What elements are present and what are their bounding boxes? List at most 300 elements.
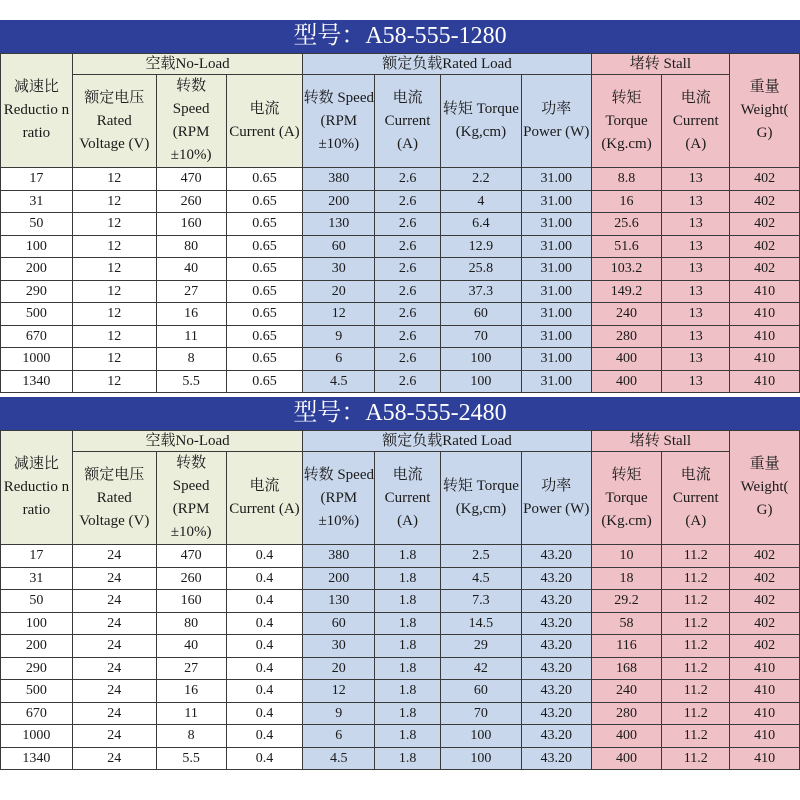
cell-nl-current: 0.4 [226,680,303,703]
cell-st-torque: 240 [591,680,662,703]
cell-weight: 410 [730,325,800,348]
nl-current-header [226,75,303,168]
cell-nl-speed: 80 [156,235,226,258]
cell-st-current: 11.2 [662,680,730,703]
cell-nl-speed: 8 [156,348,226,371]
rl-current-header [375,452,441,545]
ratio-header [1,431,73,545]
cell-nl-speed: 16 [156,303,226,326]
rl-speed-header [303,452,375,545]
cell-st-current: 13 [662,325,730,348]
voltage-header [72,452,156,545]
cell-ratio: 1000 [1,725,73,748]
rl-power-header [521,452,591,545]
model-title: 型号：A58-555-2480 [0,397,800,430]
cell-rl-speed: 200 [303,190,375,213]
table-row [1,680,800,703]
cell-nl-speed: 16 [156,680,226,703]
rl-current-header [375,75,441,168]
cell-nl-speed: 470 [156,545,226,568]
group-header-row [1,54,800,75]
model-title: 型号：A58-555-1280 [0,20,800,53]
table-row [1,590,800,613]
cell-rl-current: 1.8 [375,657,441,680]
cell-rl-speed: 6 [303,348,375,371]
cell-nl-current: 0.4 [226,747,303,770]
stall-group-header: 堵转 Stall [591,431,730,452]
cell-nl-speed: 260 [156,567,226,590]
cell-rl-power: 31.00 [521,258,591,281]
cell-nl-current: 0.4 [226,635,303,658]
table-row [1,635,800,658]
cell-voltage: 24 [72,747,156,770]
cell-voltage: 12 [72,370,156,393]
cell-voltage: 24 [72,635,156,658]
cell-rl-torque: 60 [440,303,521,326]
cell-rl-speed: 20 [303,657,375,680]
cell-st-current: 11.2 [662,725,730,748]
nl-speed-header [156,75,226,168]
cell-rl-power: 31.00 [521,370,591,393]
cell-ratio: 17 [1,168,73,191]
cell-rl-torque: 7.3 [440,590,521,613]
cell-nl-current: 0.4 [226,545,303,568]
cell-rl-power: 43.20 [521,567,591,590]
cell-rl-speed: 6 [303,725,375,748]
rl-speed-header-label: 转数 Speed (RPM ±10%) [303,89,375,152]
cell-st-torque: 58 [591,612,662,635]
st-torque-header [591,75,662,168]
cell-rl-torque: 12.9 [440,235,521,258]
cell-nl-current: 0.65 [226,280,303,303]
cell-weight: 410 [730,680,800,703]
cell-st-torque: 400 [591,370,662,393]
cell-voltage: 24 [72,612,156,635]
cell-rl-power: 31.00 [521,280,591,303]
cell-st-torque: 116 [591,635,662,658]
rl-torque-header-label: 转矩 Torque (Kg,cm) [442,101,519,140]
cell-nl-current: 0.4 [226,657,303,680]
cell-rl-speed: 60 [303,612,375,635]
cell-rl-current: 2.6 [375,258,441,281]
cell-rl-current: 1.8 [375,747,441,770]
spec-table [0,430,800,770]
cell-ratio: 100 [1,235,73,258]
cell-voltage: 24 [72,725,156,748]
cell-st-torque: 400 [591,747,662,770]
cell-voltage: 12 [72,190,156,213]
cell-rl-current: 2.6 [375,168,441,191]
weight-header-label: 重量 Weight( G) [740,79,789,141]
nl-speed-header-label: 转数 Speed (RPM ±10%) [170,78,212,163]
cell-st-current: 11.2 [662,657,730,680]
table-row [1,303,800,326]
cell-nl-current: 0.4 [226,702,303,725]
cell-rl-torque: 100 [440,370,521,393]
rl-speed-header [303,75,375,168]
cell-ratio: 17 [1,545,73,568]
cell-nl-speed: 11 [156,325,226,348]
cell-nl-current: 0.65 [226,325,303,348]
cell-st-torque: 103.2 [591,258,662,281]
spec-table-2480 [0,397,800,770]
cell-rl-power: 31.00 [521,348,591,371]
cell-st-current: 11.2 [662,545,730,568]
column-header-row [1,75,800,168]
cell-weight: 402 [730,213,800,236]
cell-voltage: 24 [72,680,156,703]
ratio-header [1,54,73,168]
table-row [1,747,800,770]
cell-voltage: 24 [72,567,156,590]
rated-group-header: 额定负载Rated Load [303,54,591,75]
cell-weight: 402 [730,235,800,258]
cell-rl-power: 43.20 [521,657,591,680]
cell-rl-power: 43.20 [521,747,591,770]
table-row [1,657,800,680]
cell-st-torque: 280 [591,325,662,348]
cell-rl-torque: 60 [440,680,521,703]
cell-rl-torque: 29 [440,635,521,658]
table-row [1,213,800,236]
cell-rl-power: 31.00 [521,190,591,213]
voltage-header [72,75,156,168]
cell-nl-current: 0.65 [226,303,303,326]
rl-power-header-label: 功率 Power (W) [523,101,590,140]
table-row [1,168,800,191]
cell-rl-current: 2.6 [375,370,441,393]
cell-st-current: 11.2 [662,702,730,725]
cell-nl-current: 0.65 [226,258,303,281]
st-current-header-label: 电流 Current (A) [672,89,719,152]
cell-ratio: 1340 [1,747,73,770]
cell-st-current: 11.2 [662,567,730,590]
cell-rl-speed: 9 [303,702,375,725]
cell-rl-current: 1.8 [375,590,441,613]
cell-rl-current: 1.8 [375,612,441,635]
st-current-header [662,452,730,545]
cell-rl-speed: 12 [303,680,375,703]
table-row [1,725,800,748]
noload-group-header: 空载No-Load [72,431,303,452]
cell-rl-torque: 4.5 [440,567,521,590]
cell-ratio: 290 [1,657,73,680]
cell-st-current: 13 [662,235,730,258]
cell-rl-power: 43.20 [521,635,591,658]
cell-voltage: 12 [72,280,156,303]
ratio-header-label: 减速比 Reductio n ratio [3,79,70,141]
cell-rl-current: 2.6 [375,190,441,213]
cell-nl-speed: 11 [156,702,226,725]
cell-rl-current: 2.6 [375,213,441,236]
table-row [1,190,800,213]
cell-rl-torque: 4 [440,190,521,213]
cell-rl-current: 1.8 [375,567,441,590]
cell-st-current: 11.2 [662,612,730,635]
cell-weight: 410 [730,657,800,680]
cell-weight: 402 [730,190,800,213]
rl-torque-header [440,75,521,168]
st-torque-header [591,452,662,545]
stall-group-header: 堵转 Stall [591,54,730,75]
column-header-row [1,452,800,545]
cell-rl-current: 2.6 [375,303,441,326]
cell-nl-speed: 80 [156,612,226,635]
rl-torque-header [440,452,521,545]
cell-st-torque: 168 [591,657,662,680]
cell-rl-torque: 25.8 [440,258,521,281]
cell-weight: 410 [730,303,800,326]
nl-current-header-label: 电流 Current (A) [229,101,300,140]
cell-voltage: 12 [72,213,156,236]
table-row [1,348,800,371]
cell-rl-current: 2.6 [375,348,441,371]
st-current-header-label: 电流 Current (A) [672,466,719,529]
cell-st-torque: 149.2 [591,280,662,303]
spec-table-1280 [0,20,800,393]
cell-rl-speed: 60 [303,235,375,258]
cell-nl-current: 0.65 [226,190,303,213]
group-header-row [1,431,800,452]
cell-weight: 402 [730,168,800,191]
cell-st-torque: 8.8 [591,168,662,191]
cell-rl-speed: 380 [303,545,375,568]
voltage-header-label: 额定电压 Rated Voltage (V) [79,89,150,152]
cell-weight: 402 [730,635,800,658]
cell-weight: 410 [730,702,800,725]
cell-st-current: 13 [662,190,730,213]
rl-power-header [521,75,591,168]
cell-rl-speed: 4.5 [303,747,375,770]
cell-nl-current: 0.65 [226,168,303,191]
cell-st-torque: 29.2 [591,590,662,613]
cell-weight: 402 [730,612,800,635]
cell-nl-speed: 160 [156,213,226,236]
cell-voltage: 12 [72,325,156,348]
ratio-header-label: 减速比 Reductio n ratio [3,456,70,518]
cell-st-torque: 10 [591,545,662,568]
cell-weight: 402 [730,258,800,281]
cell-st-current: 13 [662,213,730,236]
cell-rl-speed: 30 [303,258,375,281]
cell-st-current: 13 [662,370,730,393]
cell-rl-current: 2.6 [375,280,441,303]
cell-rl-speed: 9 [303,325,375,348]
nl-speed-header [156,452,226,545]
cell-ratio: 500 [1,680,73,703]
cell-rl-current: 1.8 [375,702,441,725]
cell-rl-torque: 100 [440,725,521,748]
cell-rl-torque: 42 [440,657,521,680]
cell-st-torque: 25.6 [591,213,662,236]
cell-rl-speed: 130 [303,590,375,613]
cell-weight: 402 [730,545,800,568]
cell-rl-torque: 37.3 [440,280,521,303]
rl-power-header-label: 功率 Power (W) [523,478,590,517]
cell-rl-speed: 30 [303,635,375,658]
cell-rl-torque: 2.2 [440,168,521,191]
cell-rl-current: 1.8 [375,545,441,568]
cell-weight: 402 [730,567,800,590]
cell-rl-power: 43.20 [521,590,591,613]
weight-header [730,54,800,168]
cell-weight: 410 [730,370,800,393]
cell-ratio: 50 [1,213,73,236]
cell-nl-current: 0.4 [226,590,303,613]
cell-st-torque: 16 [591,190,662,213]
cell-voltage: 24 [72,702,156,725]
rl-torque-header-label: 转矩 Torque (Kg,cm) [442,478,519,517]
cell-rl-current: 2.6 [375,325,441,348]
cell-st-torque: 280 [591,702,662,725]
cell-st-current: 11.2 [662,590,730,613]
cell-nl-current: 0.4 [226,725,303,748]
cell-nl-speed: 8 [156,725,226,748]
cell-nl-speed: 5.5 [156,370,226,393]
cell-rl-speed: 200 [303,567,375,590]
cell-st-torque: 400 [591,725,662,748]
cell-nl-current: 0.4 [226,612,303,635]
cell-rl-current: 2.6 [375,235,441,258]
spec-table [0,53,800,393]
cell-rl-current: 1.8 [375,680,441,703]
noload-group-header: 空载No-Load [72,54,303,75]
cell-st-torque: 400 [591,348,662,371]
cell-nl-current: 0.65 [226,348,303,371]
cell-rl-torque: 6.4 [440,213,521,236]
cell-nl-speed: 470 [156,168,226,191]
cell-rl-torque: 100 [440,747,521,770]
cell-nl-speed: 160 [156,590,226,613]
cell-voltage: 12 [72,258,156,281]
cell-st-current: 13 [662,168,730,191]
rl-current-header-label: 电流 Current (A) [384,466,431,529]
cell-rl-speed: 130 [303,213,375,236]
cell-ratio: 200 [1,635,73,658]
cell-st-current: 11.2 [662,635,730,658]
table-row [1,702,800,725]
cell-st-torque: 51.6 [591,235,662,258]
cell-voltage: 24 [72,657,156,680]
cell-rl-torque: 100 [440,348,521,371]
cell-rl-current: 1.8 [375,635,441,658]
nl-current-header-label: 电流 Current (A) [229,478,300,517]
cell-rl-torque: 14.5 [440,612,521,635]
cell-st-torque: 18 [591,567,662,590]
cell-ratio: 500 [1,303,73,326]
cell-ratio: 31 [1,567,73,590]
cell-rl-power: 31.00 [521,325,591,348]
table-row [1,612,800,635]
cell-voltage: 24 [72,545,156,568]
cell-rl-power: 31.00 [521,303,591,326]
weight-header-label: 重量 Weight( G) [740,456,789,518]
cell-rl-speed: 380 [303,168,375,191]
nl-current-header [226,452,303,545]
cell-rl-power: 31.00 [521,168,591,191]
cell-voltage: 12 [72,235,156,258]
cell-rl-torque: 2.5 [440,545,521,568]
cell-ratio: 31 [1,190,73,213]
cell-nl-current: 0.4 [226,567,303,590]
cell-st-current: 11.2 [662,747,730,770]
cell-ratio: 1000 [1,348,73,371]
cell-rl-power: 43.20 [521,702,591,725]
cell-st-current: 13 [662,303,730,326]
table-row [1,325,800,348]
cell-voltage: 12 [72,348,156,371]
cell-ratio: 200 [1,258,73,281]
cell-rl-current: 1.8 [375,725,441,748]
table-row [1,258,800,281]
cell-rl-power: 43.20 [521,612,591,635]
cell-weight: 410 [730,725,800,748]
cell-nl-speed: 40 [156,258,226,281]
table-row [1,545,800,568]
cell-nl-speed: 27 [156,657,226,680]
voltage-header-label: 额定电压 Rated Voltage (V) [79,466,150,529]
cell-ratio: 50 [1,590,73,613]
table-row [1,567,800,590]
rated-group-header: 额定负载Rated Load [303,431,591,452]
cell-weight: 410 [730,280,800,303]
cell-rl-torque: 70 [440,702,521,725]
rl-speed-header-label: 转数 Speed (RPM ±10%) [303,466,375,529]
st-torque-header-label: 转矩 Torque (Kg.cm) [601,466,652,529]
cell-voltage: 24 [72,590,156,613]
cell-nl-speed: 40 [156,635,226,658]
cell-rl-power: 43.20 [521,725,591,748]
cell-weight: 402 [730,590,800,613]
cell-nl-current: 0.65 [226,370,303,393]
table-row [1,280,800,303]
cell-rl-power: 31.00 [521,235,591,258]
cell-rl-speed: 4.5 [303,370,375,393]
cell-rl-speed: 20 [303,280,375,303]
cell-st-current: 13 [662,258,730,281]
nl-speed-header-label: 转数 Speed (RPM ±10%) [170,455,212,540]
cell-rl-power: 43.20 [521,680,591,703]
cell-nl-speed: 5.5 [156,747,226,770]
table-row [1,370,800,393]
st-torque-header-label: 转矩 Torque (Kg.cm) [601,89,652,152]
table-row [1,235,800,258]
cell-weight: 410 [730,348,800,371]
cell-rl-power: 31.00 [521,213,591,236]
cell-nl-current: 0.65 [226,235,303,258]
cell-st-current: 13 [662,348,730,371]
cell-rl-speed: 12 [303,303,375,326]
rl-current-header-label: 电流 Current (A) [384,89,431,152]
cell-ratio: 290 [1,280,73,303]
cell-nl-speed: 260 [156,190,226,213]
weight-header [730,431,800,545]
cell-nl-speed: 27 [156,280,226,303]
cell-rl-torque: 70 [440,325,521,348]
cell-ratio: 670 [1,702,73,725]
st-current-header [662,75,730,168]
cell-rl-power: 43.20 [521,545,591,568]
cell-weight: 410 [730,747,800,770]
cell-ratio: 670 [1,325,73,348]
cell-ratio: 100 [1,612,73,635]
cell-ratio: 1340 [1,370,73,393]
cell-st-current: 13 [662,280,730,303]
cell-nl-current: 0.65 [226,213,303,236]
cell-st-torque: 240 [591,303,662,326]
cell-voltage: 12 [72,168,156,191]
cell-voltage: 12 [72,303,156,326]
